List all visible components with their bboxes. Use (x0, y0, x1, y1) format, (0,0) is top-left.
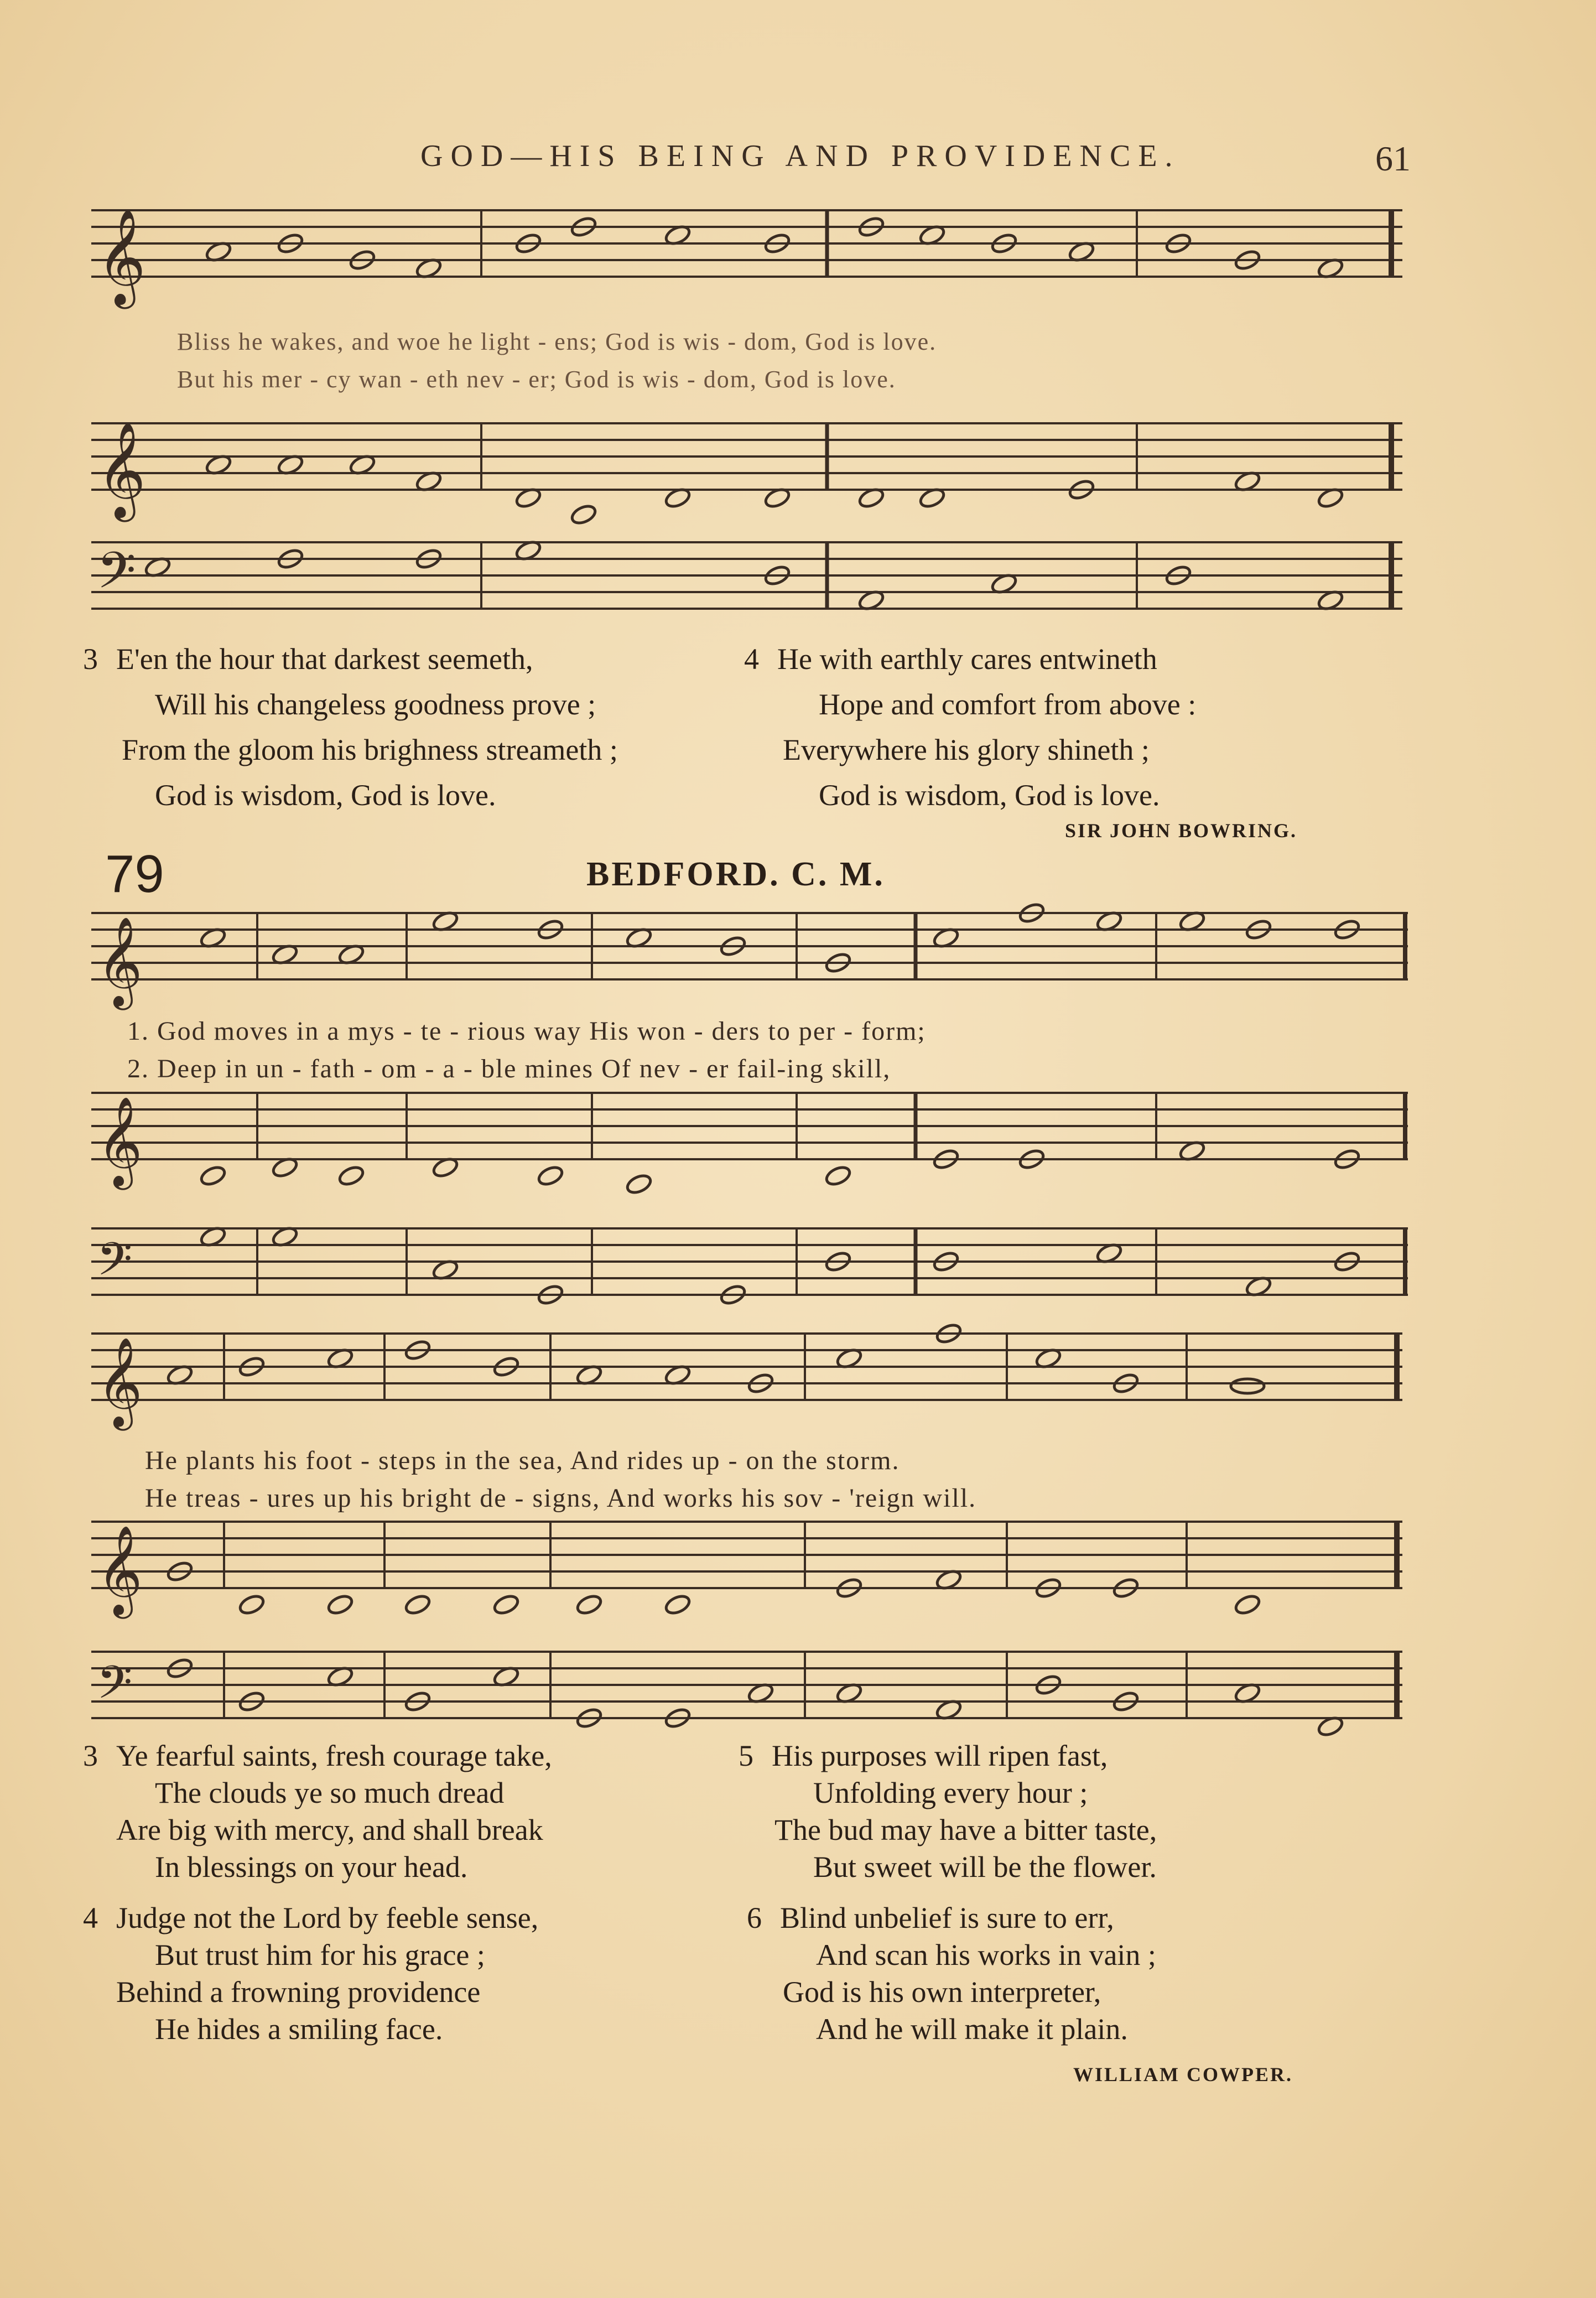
lyric-79-line2-verse-2: He treas - ures up his bright de - signs, And works his sov - 'reign will. (145, 1483, 977, 1513)
lyric-79-line1-verse-2: 2. Deep in un - fath - om - a - ble mines Of nev - er fail-ing skill, (127, 1054, 891, 1083)
svg-text:𝄞: 𝄞 (97, 1096, 143, 1186)
stanza-6-79: 6 Blind unbelief is sure to err, And scan his works in vain ; God is his own interpreter, And he will make it plain. (747, 1901, 1156, 2046)
svg-text:𝄢: 𝄢 (97, 541, 136, 612)
svg-text:𝄞: 𝄞 (97, 1525, 143, 1615)
lyric-79-line1-verse-1: 1. God moves in a mys - te - rious way His won - ders to per - form; (127, 1016, 926, 1046)
page-number: 61 (1375, 139, 1411, 178)
svg-text:𝄞: 𝄞 (97, 1337, 143, 1427)
stanza-5-79: 5 His purposes will ripen fast, Unfolding every hour ; The bud may have a bitter taste, But sweet will be the flower. (739, 1739, 1157, 1884)
svg-text:𝄞: 𝄞 (97, 209, 146, 305)
running-title: GOD—HIS BEING AND PROVIDENCE. (420, 139, 1181, 173)
svg-text:𝄞: 𝄞 (97, 422, 146, 518)
staff-notation (86, 188, 1413, 612)
lyric-line-verse-1: Bliss he wakes, and woe he light - ens; God is wis - dom, God is love. (177, 328, 937, 355)
author-cowper: WILLIAM COWPER. (1073, 2063, 1293, 2086)
svg-text:𝄞: 𝄞 (97, 916, 143, 1007)
svg-text:𝄢: 𝄢 (97, 1656, 133, 1720)
lyric-line-verse-2: But his mer - cy wan - eth nev - er; God is wis - dom, God is love. (177, 366, 896, 393)
svg-text:𝄢: 𝄢 (97, 1232, 133, 1297)
music-system-79-1 (86, 896, 1413, 1295)
lyric-79-line2-verse-1: He plants his foot - steps in the sea, And rides up - on the storm. (145, 1446, 900, 1475)
music-system-79-2 (86, 1317, 1413, 1720)
hymn-number: 79 (105, 844, 164, 904)
stanza-4-79: 4 Judge not the Lord by feeble sense, But trust him for his grace ; Behind a frowning providence He hides a smiling face. (83, 1901, 539, 2046)
staff-notation (86, 896, 1413, 1295)
music-system-top (86, 188, 1413, 612)
author-bowring: SIR JOHN BOWRING. (1065, 819, 1298, 842)
staff-notation (86, 1317, 1413, 1720)
tune-title: BEDFORD. C. M. (586, 855, 885, 893)
page-header (0, 138, 1596, 183)
stanza-3-top: 3 E'en the hour that darkest seemeth, Will his changeless goodness prove ; From the gloom his brighness streameth ; God is wisdom, God is love. (83, 642, 618, 812)
stanza-3-79: 3 Ye fearful saints, fresh courage take, The clouds ye so much dread Are big with mercy, and shall break In blessings on your head. (83, 1739, 552, 1884)
stanza-4-top: 4 He with earthly cares entwineth Hope and comfort from above : Everywhere his glory shineth ; God is wisdom, God is love. (744, 642, 1197, 812)
